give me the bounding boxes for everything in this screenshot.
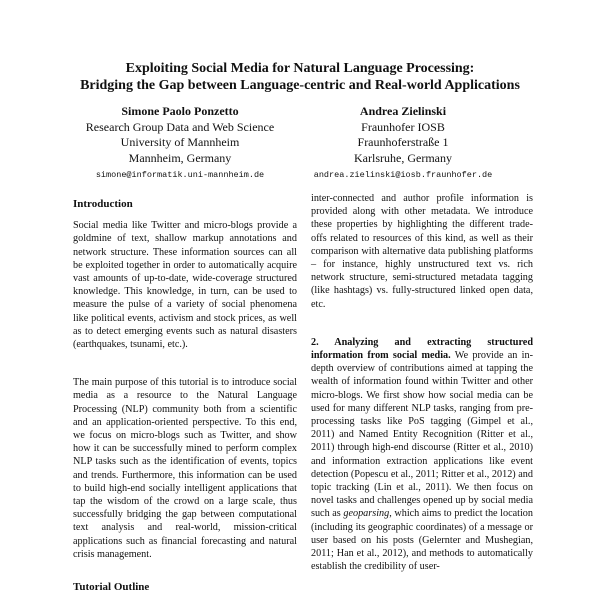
section-2-paragraph xyxy=(311,336,533,574)
author-1-affiliation: Research Group Data and Web Science xyxy=(85,119,275,134)
section-2-text-b: , which aims to predict the location (including its geographic coordinates) of a message or user based on his posts (Gelernter and Mushegian, 2011; Han et al., 2012), and methods to automatically establish the credibility of user- xyxy=(311,508,533,573)
title-line-1: Exploiting Social Media for Natural Language Processing: xyxy=(125,61,475,76)
tutorial-outline-heading: Tutorial Outline xyxy=(73,581,150,594)
right-column xyxy=(311,192,533,586)
author-1-city: Mannheim, Germany xyxy=(128,150,232,165)
introduction-paragraph-2: The main purpose of this tutorial is to introduce social media as a resource to the Natural Language Processing (NLP) community both from a scientific and an application-oriented perspective. To this end, we focus on micro-blogs such as Twitter, and show how it can be successfully mined to perform complex NLP tasks such as the identification of events, topics and trends. Furthermore, this information can be used to build high-end socially intelligent applications that tap the wisdom of the crowd on a large scale, thus successfully bridging the gap between computational text analysis and real-world, mission-critical applications such as financial forecasting and natural crisis management. xyxy=(73,377,297,560)
section-2-heading: 2. Analyzing and extracting structured information from social media. xyxy=(311,336,533,362)
author-2-institution: Fraunhoferstraße 1 xyxy=(357,135,449,149)
author-1-email: simone@informatik.uni-mannheim.de xyxy=(95,170,265,180)
author-1-name: Simone Paolo Ponzetto xyxy=(121,104,239,118)
paragraph-spacer xyxy=(311,324,533,336)
author-2-affiliation: Fraunhofer IOSB xyxy=(361,119,445,134)
left-column xyxy=(73,198,297,602)
author-1-institution: University of Mannheim xyxy=(120,135,240,149)
continuation-paragraph: inter-connected and author profile information is provided along with other metadata. We introduce these properties by highlighting the different trade-offs related to resources of this kind, as well as their comparison with alternative data publishing platforms – for instance, highly unstructured text vs. rich network structure, semi-structured metadata tagging (like hashtags) vs. fully-structured linked open data, etc. xyxy=(311,193,533,310)
section-2-text-a: We provide an in-depth overview of contributions aimed at tapping the wealth of information found within Twitter and other micro-blogs. We first show how social media can be used for many different NLP tasks, ranging from pre-processing tasks like PoS tagging (Gimpel et al., 2011) and Named Entity Recognition (Ritter et al., 2011) through high-end discourse (Ritter et al., 2010) and information extraction applications like event detection (Popescu et al., 2011; Ritter et al., 2012) and topic tracking (Lin et al., 2011). We then focus on novel tasks and challenges opened up by social media such as xyxy=(311,350,533,520)
paragraph-spacer xyxy=(73,364,297,376)
introduction-heading: Introduction xyxy=(73,198,133,210)
author-1 xyxy=(50,104,310,184)
author-block xyxy=(0,104,600,179)
title-line-2: Bridging the Gap between Language-centric and Real-world Applications xyxy=(80,78,520,93)
introduction-paragraph-1: Social media like Twitter and micro-blogs provide a goldmine of text, shallow markup annotations and network structure. These information sources can all be exploited together in order to automatically acquire vast amounts of up-to-date, wide-coverage structured knowledge. This knowledge, in turn, can be used to measure the pulse of a variety of social phenomena like political events, activism and stock prices, as well as to detect emerging events such as natural disasters (earthquakes, tsunami, etc.). xyxy=(73,220,297,351)
author-2-email: andrea.zielinski@iosb.fraunhofer.de xyxy=(313,170,493,180)
paper-title xyxy=(0,60,600,94)
author-2-city: Karlsruhe, Germany xyxy=(354,150,452,165)
author-2 xyxy=(298,104,508,184)
author-2-name: Andrea Zielinski xyxy=(359,104,447,118)
section-2-italic-term: geoparsing xyxy=(343,508,390,520)
